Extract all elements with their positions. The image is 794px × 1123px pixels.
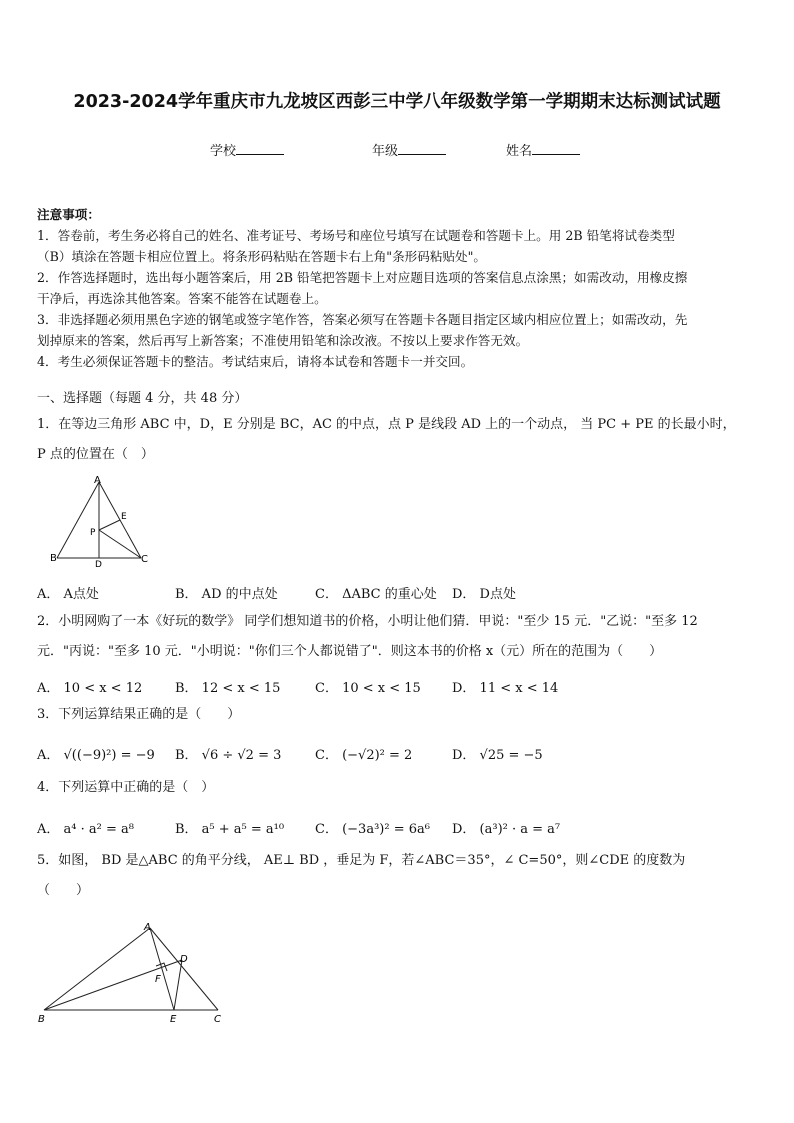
q4-option-c[interactable]: C． (−3a³)² = 6a⁶ bbox=[315, 822, 430, 837]
school-field bbox=[210, 140, 284, 159]
question-1-stem: 1．在等边三角形 ABC 中，D，E 分别是 BC，AC 的中点，点 P 是线段 AD 上的一个动点， 当 PC + PE 的长最小时， bbox=[37, 417, 736, 432]
grade-label: 年级 bbox=[372, 144, 399, 159]
q4-option-b[interactable]: B． a⁵ + a⁵ = a¹⁰ bbox=[175, 822, 285, 837]
q5-label-e: E bbox=[170, 1014, 177, 1025]
q1-label-a: A bbox=[94, 475, 101, 486]
question-4-stem: 4．下列运算中正确的是（ ） bbox=[37, 780, 215, 795]
grade-field bbox=[372, 140, 446, 159]
q1-label-p: P bbox=[90, 528, 96, 538]
q5-label-c: C bbox=[214, 1014, 221, 1025]
q1-label-b: B bbox=[50, 553, 57, 564]
name-label: 姓名 bbox=[506, 144, 533, 159]
grade-blank bbox=[398, 142, 446, 155]
q3-option-b[interactable]: B． √6 ÷ √2 = 3 bbox=[175, 748, 282, 763]
notes-heading: 注意事项： bbox=[37, 207, 100, 222]
q4-option-a[interactable]: A． a⁴ · a² = a⁸ bbox=[37, 822, 134, 837]
q3-option-c[interactable]: C． (−√2)² = 2 bbox=[315, 748, 413, 763]
notes-line: 4．考生必须保证答题卡的整洁。考试结束后，请将本试卷和答题卡一并交回。 bbox=[37, 354, 474, 369]
page-title: 2023-2024学年重庆市九龙坡区西彭三中学八年级数学第一学期期末达标测试试题 bbox=[73, 92, 721, 112]
q5-triangle-figure bbox=[32, 918, 232, 1028]
notes-line: 划掉原来的答案，然后再写上新答案；不准使用铅笔和涂改液。不按以上要求作答无效。 bbox=[37, 333, 529, 348]
question-2-stem-cont: 元．"丙说："至多 10 元．"小明说："你们三个人都说错了"．则这本书的价格 x（元）所在的范围为（ ） bbox=[37, 644, 663, 659]
notes-line: 干净后，再选涂其他答案。答案不能答在试题卷上。 bbox=[37, 291, 327, 306]
section-heading: 一、选择题（每题 4 分，共 48 分） bbox=[37, 391, 248, 406]
q1-option-c[interactable]: C． ΔABC 的重心处 bbox=[315, 587, 437, 602]
question-5-stem: 5．如图， BD 是△ABC 的角平分线， AE⊥ BD ，垂足为 F，若∠ABC＝35°，∠ C=50°，则∠CDE 的度数为 bbox=[37, 853, 686, 868]
notes-line: 3．非选择题必须用黑色字迹的钢笔或签字笔作答，答案必须写在答题卡各题目指定区域内相应位置上；如需改动，先 bbox=[37, 312, 688, 327]
q2-option-d[interactable]: D． 11 < x < 14 bbox=[452, 681, 559, 696]
school-blank bbox=[236, 142, 284, 155]
q3-option-a[interactable]: A． √((−9)²) = −9 bbox=[37, 748, 155, 763]
school-label: 学校 bbox=[210, 144, 237, 159]
question-1-stem-cont: P 点的位置在（ ） bbox=[37, 447, 154, 462]
q5-label-a: A bbox=[144, 922, 151, 933]
notes-line: 2．作答选择题时，选出每小题答案后，用 2B 铅笔把答题卡上对应题目选项的答案信息点涂黑；如需改动，用橡皮擦 bbox=[37, 270, 688, 285]
name-field bbox=[506, 140, 580, 159]
q5-label-d: D bbox=[180, 954, 188, 965]
q3-option-d[interactable]: D． √25 = −5 bbox=[452, 748, 543, 763]
q1-option-b[interactable]: B． AD 的中点处 bbox=[175, 587, 278, 602]
question-3-stem: 3．下列运算结果正确的是（ ） bbox=[37, 707, 241, 722]
q2-option-a[interactable]: A． 10 < x < 12 bbox=[37, 681, 143, 696]
question-5 bbox=[37, 846, 762, 906]
name-blank bbox=[532, 142, 580, 155]
notes-section bbox=[37, 204, 759, 372]
q1-label-e: E bbox=[121, 512, 127, 522]
question-5-stem-cont: （ ） bbox=[37, 883, 90, 898]
question-1 bbox=[37, 410, 762, 470]
q5-label-f: F bbox=[155, 974, 161, 985]
q2-option-b[interactable]: B． 12 < x < 15 bbox=[175, 681, 281, 696]
notes-line: （B）填涂在答题卡相应位置上。将条形码粘贴在答题卡右上角"条形码粘贴处"。 bbox=[37, 249, 487, 264]
question-3 bbox=[37, 700, 762, 730]
q1-option-d[interactable]: D． D点处 bbox=[452, 587, 516, 602]
question-2-stem: 2．小明网购了一本《好玩的数学》 同学们想知道书的价格，小明让他们猜．甲说："至少 15 元．"乙说："至多 12 bbox=[37, 614, 698, 629]
q1-triangle-figure bbox=[36, 472, 166, 570]
q2-option-c[interactable]: C． 10 < x < 15 bbox=[315, 681, 421, 696]
question-4 bbox=[37, 773, 762, 803]
q1-label-c: C bbox=[141, 554, 148, 565]
question-2 bbox=[37, 607, 762, 667]
q4-option-d[interactable]: D． (a³)² · a = a⁷ bbox=[452, 822, 561, 837]
q1-option-a[interactable]: A． A点处 bbox=[37, 587, 99, 602]
notes-line: 1．答卷前，考生务必将自己的姓名、准考证号、考场号和座位号填写在试题卷和答题卡上。用 2B 铅笔将试卷类型 bbox=[37, 228, 675, 243]
q5-label-b: B bbox=[38, 1014, 45, 1025]
q1-label-d: D bbox=[95, 560, 102, 570]
